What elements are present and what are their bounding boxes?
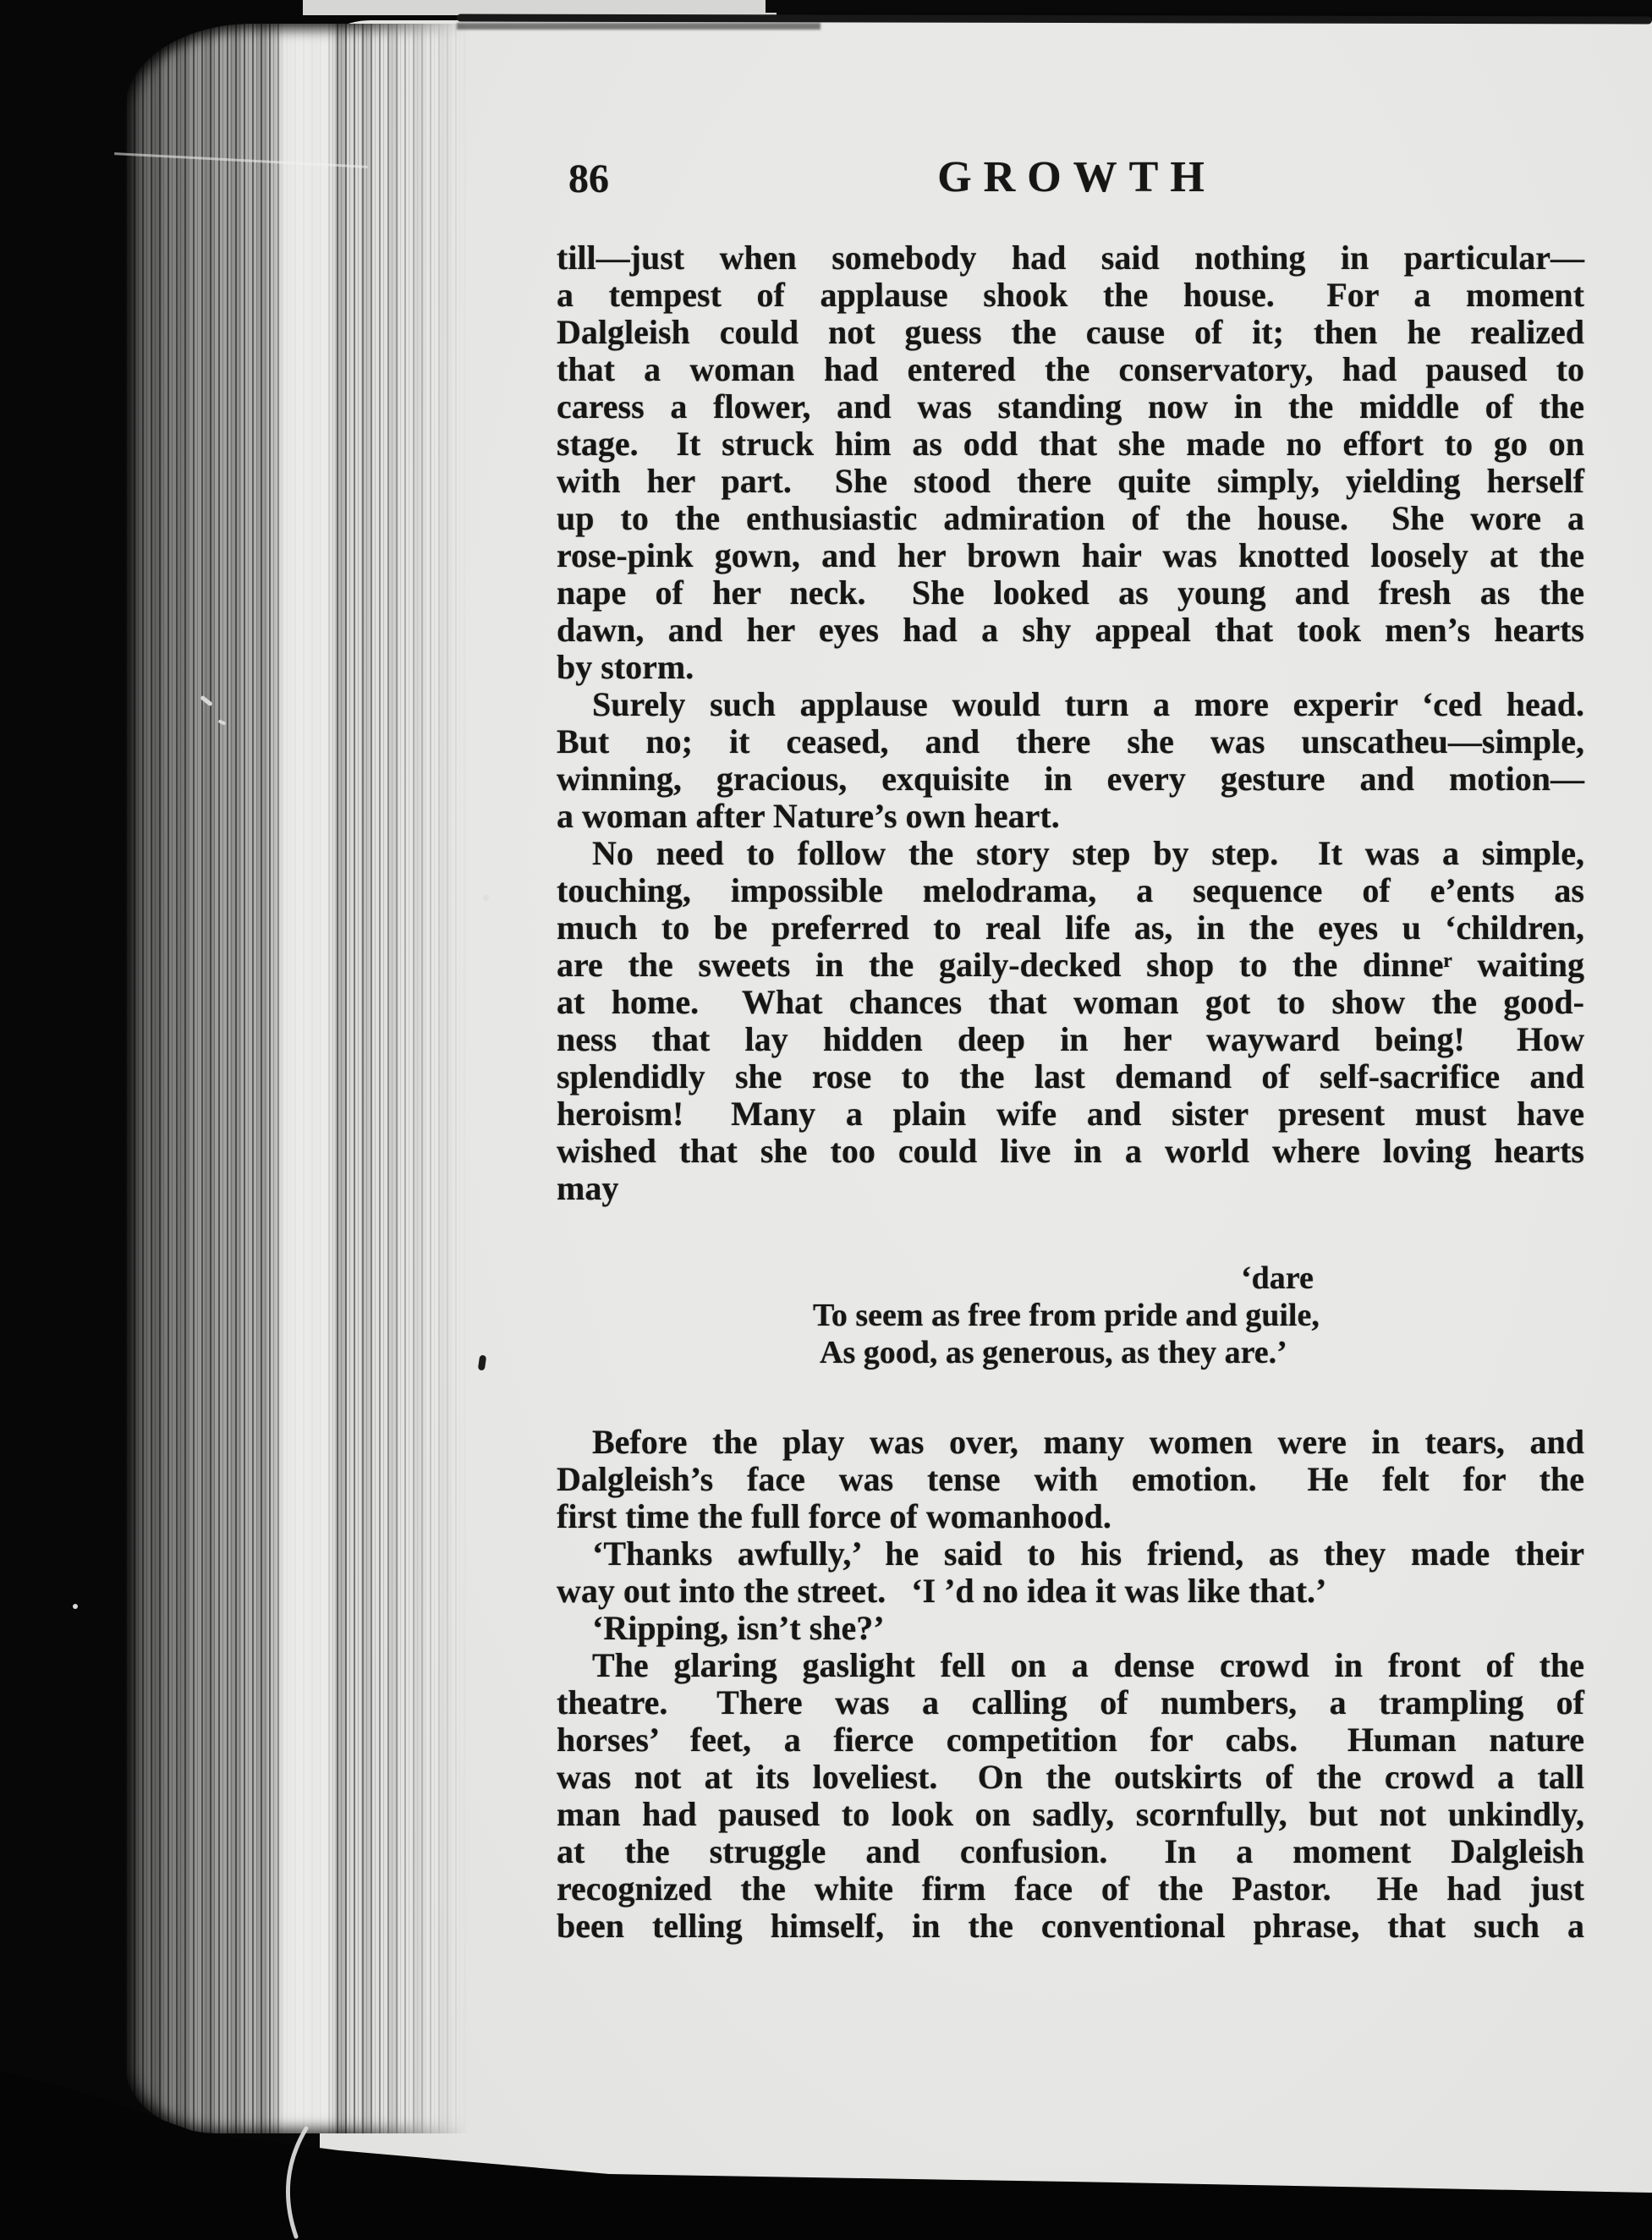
text-paragraph — [557, 1647, 1584, 1945]
text-line: touching, impossible melodrama, a sequence of e’ents as — [557, 871, 1584, 909]
text-line: way out into the street. ‘I ’d no idea it was like that.’ — [557, 1572, 1327, 1610]
book-page — [320, 20, 1652, 2240]
page-top-edge-smudge — [457, 23, 821, 30]
text-line: that a woman had entered the conservatory, had paused to — [557, 350, 1584, 388]
text-line: nape of her neck. She looked as young and fresh as the — [557, 574, 1584, 612]
text-paragraph — [557, 239, 1584, 686]
scanner-top-strip — [766, 0, 1652, 13]
scan-artifact-speck — [483, 895, 489, 901]
text-line: a tempest of applause shook the house. For a moment — [557, 276, 1584, 314]
text-line: caress a flower, and was standing now in the middle of the — [557, 387, 1584, 425]
text-paragraph — [557, 1535, 1584, 1610]
page-number: 86 — [568, 156, 609, 201]
verse-line: To seem as free from pride and guile, — [813, 1298, 1320, 1333]
text-line: with her part. She stood there quite simply, yielding herself — [557, 462, 1584, 500]
text-line: ‘Ripping, isn’t she?’ — [592, 1609, 885, 1647]
page-body-text — [557, 239, 1584, 1945]
underlying-page-sliver — [303, 0, 777, 15]
text-line: Surely such applause would turn a more experir ‘ced head. — [592, 685, 1584, 723]
text-line: a woman after Nature’s own heart. — [557, 797, 1060, 835]
text-line: ‘Thanks awfully,’ he said to his friend, as they made their — [592, 1535, 1584, 1573]
text-line: heroism! Many a plain wife and sister present must have — [557, 1095, 1584, 1133]
book-page-edges-texture — [125, 24, 479, 2133]
text-line: are the sweets in the gaily-decked shop to the dinneʳ waiting — [557, 946, 1584, 984]
text-line: rose-pink gown, and her brown hair was knotted loosely at the — [557, 536, 1584, 574]
text-line: ness that lay hidden deep in her wayward being! How — [557, 1020, 1584, 1058]
text-line: may — [557, 1169, 619, 1207]
text-line: been telling himself, in the conventional phrase, that such a — [557, 1907, 1584, 1945]
scan-artifact-speck — [73, 1604, 78, 1609]
text-line: dawn, and her eyes had a shy appeal that took men’s hearts — [557, 611, 1584, 649]
text-line: Dalgleish’s face was tense with emotion. He felt for the — [557, 1460, 1584, 1498]
verse-line: ‘dare — [1241, 1260, 1314, 1296]
text-line: at the struggle and confusion. In a moment Dalgleish — [557, 1832, 1584, 1870]
text-line: splendidly she rose to the last demand of self-sacrifice and — [557, 1057, 1584, 1095]
text-line: winning, gracious, exquisite in every gesture and motion— — [557, 760, 1584, 798]
text-paragraph — [557, 1424, 1584, 1535]
page-header — [557, 154, 1584, 201]
text-line: But no; it ceased, and there she was unscatheu—simple, — [557, 722, 1584, 760]
text-line: was not at its loveliest. On the outskirts of the crowd a tall — [557, 1758, 1584, 1796]
text-line: Before the play was over, many women were in tears, and — [592, 1423, 1584, 1461]
scan-artifact-hair — [272, 2125, 332, 2240]
text-line: at home. What chances that woman got to show the good- — [557, 983, 1584, 1021]
page-title: GROWTH — [937, 153, 1216, 201]
text-line: The glaring gaslight fell on a dense crowd in front of the — [592, 1646, 1584, 1684]
text-line: first time the full force of womanhood. — [557, 1497, 1111, 1535]
text-paragraph — [557, 1610, 1584, 1647]
text-line: horses’ feet, a fierce competition for cabs. Human nature — [557, 1721, 1584, 1759]
text-line: wished that she too could live in a world where loving hearts — [557, 1132, 1584, 1170]
text-paragraph — [557, 686, 1584, 835]
text-line: up to the enthusiastic admiration of the house. She wore a — [557, 499, 1584, 537]
text-paragraph — [557, 835, 1584, 1207]
text-line: till—just when somebody had said nothing in particular— — [557, 239, 1584, 277]
verse-block — [557, 1260, 1584, 1371]
text-line: recognized the white firm face of the Pastor. He had just — [557, 1869, 1584, 1908]
text-line: by storm. — [557, 648, 694, 686]
text-line: No need to follow the story step by step. It was a simple, — [592, 834, 1584, 872]
text-line: much to be preferred to real life as, in the eyes u ‘children, — [557, 909, 1584, 947]
text-line: man had paused to look on sadly, scornfully, but not unkindly, — [557, 1795, 1584, 1833]
text-line: theatre. There was a calling of numbers, a trampling of — [557, 1683, 1584, 1721]
text-line: stage. It struck him as odd that she made no effort to go on — [557, 425, 1584, 463]
text-line: Dalgleish could not guess the cause of it; then he realized — [557, 313, 1584, 351]
verse-line: As good, as generous, as they are.’ — [820, 1335, 1287, 1370]
